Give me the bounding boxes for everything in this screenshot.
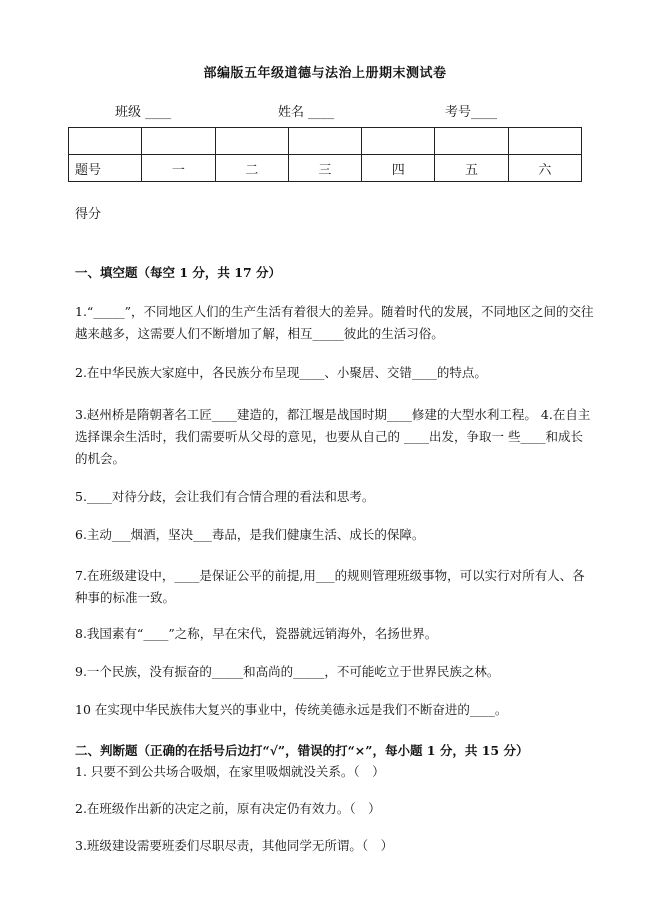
score-cell [435, 128, 508, 155]
column-label: 二 [215, 155, 288, 182]
score-table-header-row [69, 155, 582, 182]
score-table-blank-row [69, 128, 582, 155]
column-label: 四 [362, 155, 435, 182]
question-text: 1. 只要不到公共场合吸烟，在家里吸烟就没关系。（ ） [75, 764, 385, 779]
question-text: 7.在班级建设中，____是保证公平的前提,用___的规则管理班级事物，可以实行对所有人、各种事的标准一致。 [75, 568, 585, 605]
score-label: 得分 [75, 207, 102, 222]
name-field-label: 姓名 ____ [278, 105, 335, 120]
section-heading-true-false: 二、判断题（正确的在括号后边打“√”，错误的打“×”，每小题 1 分，共 15 分） [75, 743, 529, 758]
question-text: 5.____对待分歧，会让我们有合情合理的看法和思考。 [75, 489, 375, 504]
score-cell [362, 128, 435, 155]
column-label: 五 [435, 155, 508, 182]
score-cell [288, 128, 361, 155]
question-text: 8.我国素有“____”之称，早在宋代，瓷器就远销海外，名扬世界。 [75, 626, 438, 641]
question-text: 10 在实现中华民族伟大复兴的事业中，传统美德永远是我们不断奋进的____。 [75, 702, 508, 717]
section-heading-fill-blank: 一、填空题（每空 1 分，共 17 分） [75, 265, 282, 280]
question-text: 1.“_____”，不同地区人们的生产生活有着很大的差异。随着时代的发展，不同地区之间的交往越来越多，这需要人们不断增加了解，相互_____彼此的生活习俗。 [75, 304, 594, 341]
question-text: 6.主动___烟酒，坚决___毒品，是我们健康生活、成长的保障。 [75, 527, 425, 542]
score-cell [215, 128, 288, 155]
score-table [68, 127, 582, 182]
column-label: 六 [508, 155, 581, 182]
score-cell [69, 128, 142, 155]
question-text: 3.班级建设需要班委们尽职尽责，其他同学无所谓。（ ） [75, 838, 394, 853]
class-field-label: 班级 ____ [115, 105, 172, 120]
page-title: 部编版五年级道德与法治上册期末测试卷 [203, 66, 447, 81]
exam-id-field-label: 考号____ [445, 105, 498, 120]
score-cell [142, 128, 215, 155]
score-cell [508, 128, 581, 155]
question-text: 2.在班级作出新的决定之前，原有决定仍有效力。（ ） [75, 801, 381, 816]
question-text: 9.一个民族，没有振奋的_____和高尚的_____，不可能屹立于世界民族之林。 [75, 664, 500, 679]
question-text: 2.在中华民族大家庭中，各民族分布呈现____、小聚居、交错____的特点。 [75, 365, 487, 380]
column-label: 一 [142, 155, 215, 182]
question-number-label: 题号 [69, 155, 142, 182]
question-text: 3.赵州桥是隋朝著名工匠____建造的，都江堰是战国时期____修建的大型水利工程。 4.在自主选择课余生活时，我们需要听从父母的意见，也要从自己的 ____出发，争取一 些____和成长的机会。 [75, 407, 591, 466]
column-label: 三 [288, 155, 361, 182]
